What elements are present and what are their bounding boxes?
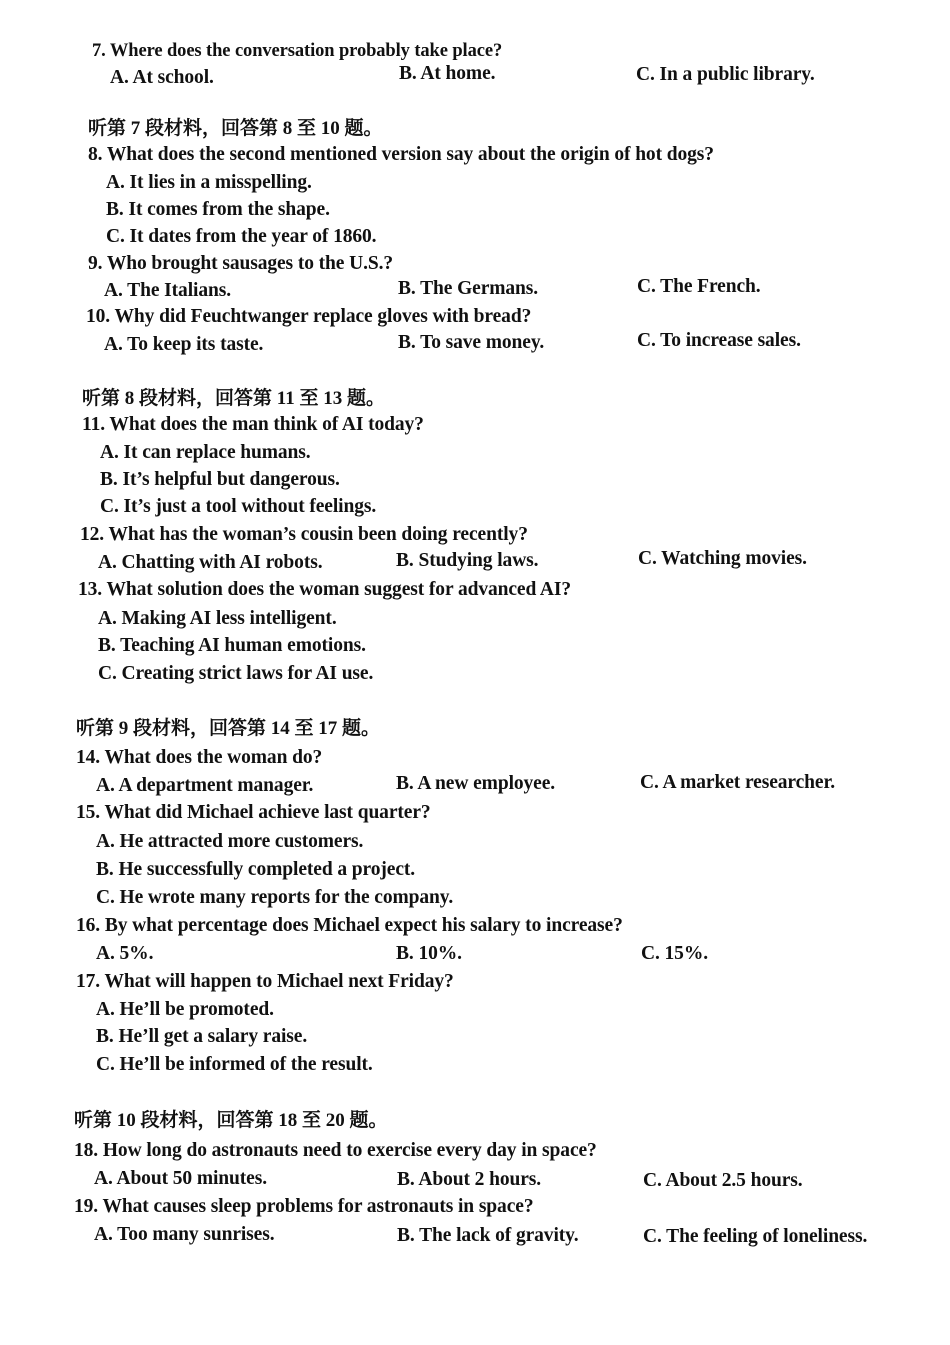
option-b: B. Studying laws. xyxy=(396,550,539,571)
option-c: C. About 2.5 hours. xyxy=(643,1170,803,1191)
option-b: B. The lack of gravity. xyxy=(397,1225,579,1246)
question-stem: 12. What has the woman’s cousin been doing recently? xyxy=(80,524,528,545)
option-a: A. The Italians. xyxy=(104,280,231,301)
option-c: C. Watching movies. xyxy=(638,548,807,569)
option-c: C. The French. xyxy=(637,276,761,297)
option-a: A. He’ll be promoted. xyxy=(96,999,274,1020)
option-c: C. 15%. xyxy=(641,943,709,964)
option-b: B. Teaching AI human emotions. xyxy=(98,635,366,656)
question-stem: 16. By what percentage does Michael expect his salary to increase? xyxy=(76,915,623,936)
section-header: 听第 7 段材料，回答第 8 至 10 题。 xyxy=(88,118,383,139)
question-stem: 17. What will happen to Michael next Friday? xyxy=(76,971,454,992)
option-c: C. It dates from the year of 1860. xyxy=(106,226,377,247)
question-stem: 18. How long do astronauts need to exercise every day in space? xyxy=(74,1140,597,1161)
option-c: C. The feeling of loneliness. xyxy=(643,1226,868,1247)
option-c: C. In a public library. xyxy=(636,64,815,85)
option-c: C. Creating strict laws for AI use. xyxy=(98,663,374,684)
option-b: B. It comes from the shape. xyxy=(106,199,330,220)
option-c: C. He wrote many reports for the company. xyxy=(96,887,454,908)
option-a: A. He attracted more customers. xyxy=(96,831,364,852)
question-stem: 10. Why did Feuchtwanger replace gloves with bread? xyxy=(86,306,532,327)
option-a: A. Chatting with AI robots. xyxy=(98,552,323,573)
option-b: B. He’ll get a salary raise. xyxy=(96,1026,308,1047)
option-b: B. About 2 hours. xyxy=(397,1169,542,1190)
option-b: B. He successfully completed a project. xyxy=(96,859,416,880)
question-stem: 9. Who brought sausages to the U.S.? xyxy=(88,253,394,274)
section-header: 听第 9 段材料，回答第 14 至 17 题。 xyxy=(76,718,381,739)
option-b: B. It’s helpful but dangerous. xyxy=(100,469,340,490)
option-a: A. To keep its taste. xyxy=(104,334,264,355)
section-header: 听第 8 段材料，回答第 11 至 13 题。 xyxy=(82,388,385,409)
question-stem: 15. What did Michael achieve last quarter? xyxy=(76,802,431,823)
option-a: A. 5%. xyxy=(96,943,154,964)
option-b: B. To save money. xyxy=(398,332,545,353)
question-stem: 11. What does the man think of AI today? xyxy=(82,414,424,435)
option-a: A. Too many sunrises. xyxy=(94,1224,275,1245)
section-header: 听第 10 段材料，回答第 18 至 20 题。 xyxy=(74,1110,388,1131)
question-stem: 13. What solution does the woman suggest for advanced AI? xyxy=(78,579,572,600)
question-stem: 8. What does the second mentioned version say about the origin of hot dogs? xyxy=(88,144,714,165)
option-c: C. It’s just a tool without feelings. xyxy=(100,496,377,517)
option-b: B. The Germans. xyxy=(398,278,539,299)
option-c: C. To increase sales. xyxy=(637,330,801,351)
question-stem: 7. Where does the conversation probably take place? xyxy=(92,41,503,61)
option-c: C. He’ll be informed of the result. xyxy=(96,1054,373,1075)
option-a: A. About 50 minutes. xyxy=(94,1168,267,1189)
option-b: B. A new employee. xyxy=(396,773,556,794)
option-a: A. It can replace humans. xyxy=(100,442,311,463)
option-b: B. 10%. xyxy=(396,943,462,964)
option-a: A. A department manager. xyxy=(96,775,314,796)
option-a: A. It lies in a misspelling. xyxy=(106,172,312,193)
question-stem: 19. What causes sleep problems for astronauts in space? xyxy=(74,1196,534,1217)
option-a: A. At school. xyxy=(110,67,214,88)
option-b: B. At home. xyxy=(399,63,496,84)
option-a: A. Making AI less intelligent. xyxy=(98,608,337,629)
question-stem: 14. What does the woman do? xyxy=(76,747,323,768)
option-c: C. A market researcher. xyxy=(640,772,836,793)
